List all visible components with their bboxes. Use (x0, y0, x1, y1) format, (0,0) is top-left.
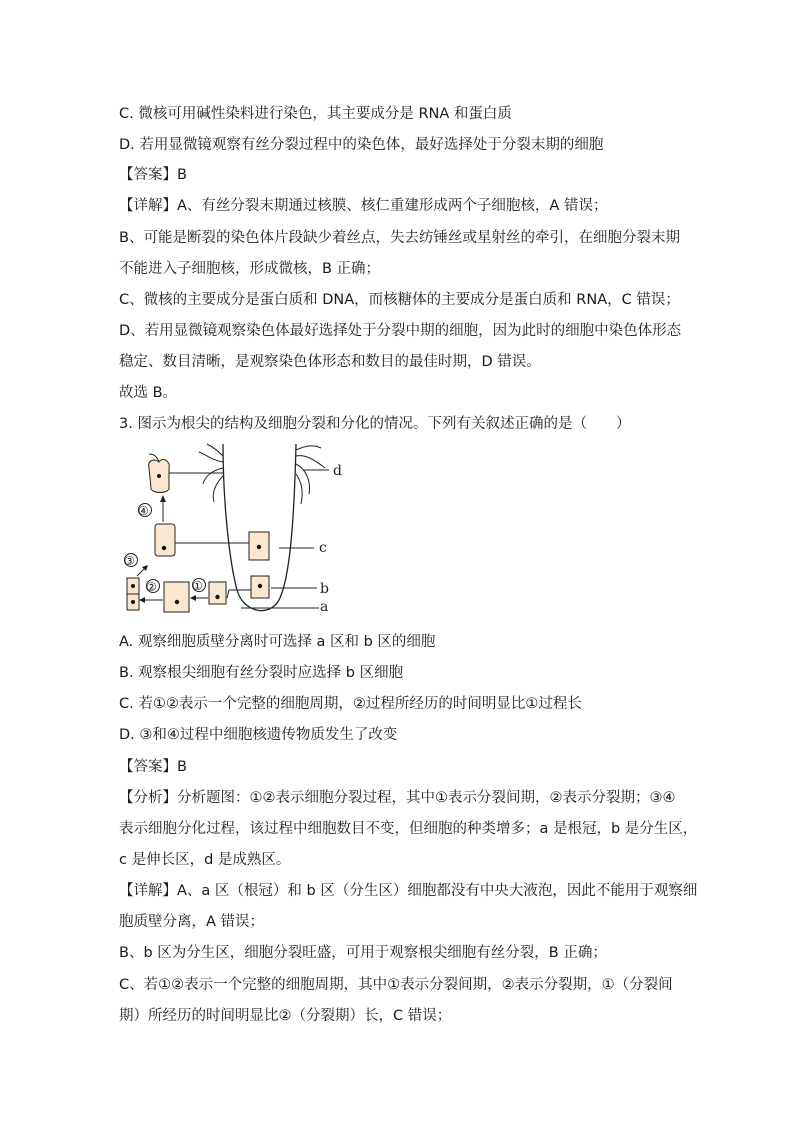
detail-c-1: C、若①②表示一个完整的细胞周期，其中①表示分裂间期，②表示分裂期，①（分裂间 (119, 977, 673, 993)
cell-elongated (155, 524, 175, 556)
explain-a: 【详解】A、有丝分裂末期通过核膜、核仁重建形成两个子细胞核，A 错误； (119, 198, 608, 214)
root-hairs (199, 444, 325, 504)
explain-d-2: 稳定、数目清晰，是观察染色体形态和数目的最佳时期，D 错误。 (119, 354, 541, 370)
answer-prev: 【答案】B (119, 167, 187, 183)
zone-label-a: a (320, 599, 329, 615)
analysis-1: 【分析】分析题图：①②表示细胞分裂过程，其中①表示分裂间期，②表示分裂期；③④ (119, 790, 676, 806)
process-label-4: ④ (138, 504, 149, 518)
option-c: C. 若①②表示一个完整的细胞周期，②过程所经历的时间明显比①过程长 (119, 696, 582, 712)
explain-c: C、微核的主要成分是蛋白质和 DNA，而核糖体的主要成分是蛋白质和 RNA，C 错误； (119, 292, 680, 308)
process-label-2: ② (146, 580, 157, 594)
detail-c-2: 期）所经历的时间明显比②（分裂期）长，C 错误； (119, 1008, 452, 1024)
process-label-3: ③ (124, 554, 135, 568)
option-d: D. ③和④过程中细胞核遗传物质发生了改变 (119, 727, 398, 743)
option-d-prev: D. 若用显微镜观察有丝分裂过程中的染色体，最好选择处于分裂末期的细胞 (119, 137, 604, 153)
conclusion: 故选 B。 (119, 385, 178, 401)
option-c-prev: C. 微核可用碱性染料进行染色，其主要成分是 RNA 和蛋白质 (119, 106, 512, 122)
answer: 【答案】B (119, 759, 187, 775)
zone-label-c: c (319, 540, 327, 556)
analysis-2: 表示细胞分化过程，该过程中细胞数目不变，但细胞的种类增多；a 是根冠，b 是分生区， (119, 821, 698, 837)
explain-d-1: D、若用显微镜观察染色体最好选择处于分裂中期的细胞，因为此时的细胞中染色体形态 (119, 323, 682, 339)
detail-b: B、b 区为分生区，细胞分裂旺盛，可用于观察根尖细胞有丝分裂，B 正确； (119, 945, 607, 961)
cell-large (164, 582, 189, 612)
zone-label-d: d (333, 463, 342, 479)
explain-b-2: 不能进入子细胞核，形成微核，B 正确； (119, 261, 381, 277)
cell-small (209, 582, 226, 604)
detail-a-1: 【详解】A、a 区（根冠）和 b 区（分生区）细胞都没有中央大液泡，因此不能用于观察细 (119, 883, 698, 899)
question-3-stem: 3. 图示为根尖的结构及细胞分裂和分化的情况。下列有关叙述正确的是（ ） (119, 416, 631, 432)
process-label-1: ① (192, 579, 203, 593)
option-b: B. 观察根尖细胞有丝分裂时应选择 b 区细胞 (119, 665, 404, 681)
option-a: A. 观察细胞质壁分离时可选择 a 区和 b 区的细胞 (119, 634, 436, 650)
analysis-3: c 是伸长区，d 是成熟区。 (119, 852, 291, 868)
root-tip-diagram (119, 440, 359, 620)
explain-b-1: B、可能是断裂的染色体片段缺少着丝点，失去纺锤丝或星射丝的牵引，在细胞分裂末期 (119, 230, 680, 246)
zone-label-b: b (320, 581, 329, 597)
detail-a-2: 胞质壁分离，A 错误； (119, 914, 265, 930)
